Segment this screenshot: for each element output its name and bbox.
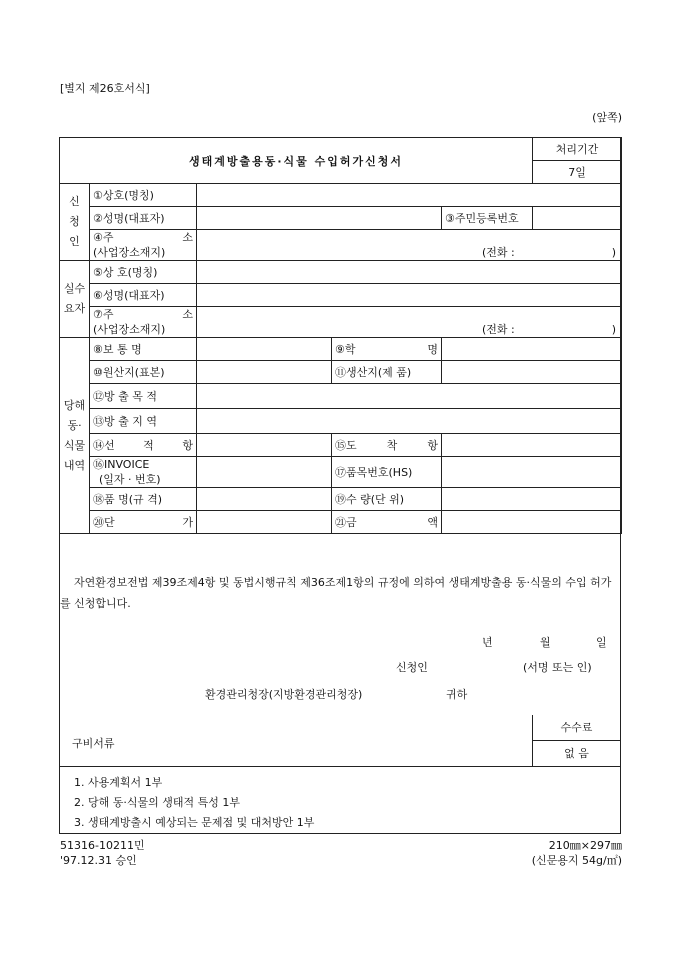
amount-label: ㉑금 액 <box>332 511 442 534</box>
unit-price-field[interactable] <box>197 511 332 534</box>
release-region-label: ⑬방 출 지 역 <box>90 409 197 434</box>
invoice-label: ⑯INVOICE (일자 · 번호) <box>90 457 197 488</box>
arrival-port-field[interactable] <box>442 434 622 457</box>
loading-port-field[interactable] <box>197 434 332 457</box>
required-documents-header <box>60 715 532 767</box>
recipient-phone-label: (전화 : <box>482 323 515 336</box>
fee-label: 수수료 <box>533 715 620 741</box>
applicant-trade-name-field[interactable] <box>197 184 622 207</box>
paper-size: 210㎜×297㎜ <box>548 839 622 852</box>
invoice-field[interactable] <box>197 457 332 488</box>
signature-or-seal-label: (서명 또는 인) <box>523 661 592 674</box>
applicant-sign-label: 신청인 <box>396 661 428 674</box>
recipient-trade-name-field[interactable] <box>197 261 622 284</box>
recipient-address-field[interactable]: (전화 : ) <box>197 307 622 338</box>
form-title: 생태계방출용동·식물 수입허가신청서 <box>60 138 533 184</box>
date-month-label: 월 <box>540 636 551 649</box>
hs-code-field[interactable] <box>442 457 622 488</box>
approval-date: '97.12.31 승인 <box>60 854 137 867</box>
fee-box <box>532 715 620 767</box>
quantity-label: ⑲수 량(단 위) <box>332 488 442 511</box>
release-purpose-label: ⑫방 출 목 적 <box>90 384 197 409</box>
recipient-section-label: 실수 요자 <box>60 261 90 338</box>
loading-port-label: ⑭선 적 항 <box>90 434 197 457</box>
document-item: 1. 사용계획서 1부 <box>74 776 163 789</box>
form-number-label: [별지 제26호서식] <box>60 82 150 95</box>
honorific-label: 귀하 <box>446 688 468 701</box>
production-field[interactable] <box>442 361 622 384</box>
production-label: ⑪생산지(제 품) <box>332 361 442 384</box>
recipient-trade-name-label: ⑤상 호(명칭) <box>90 261 197 284</box>
quantity-field[interactable] <box>442 488 622 511</box>
release-region-field[interactable] <box>197 409 622 434</box>
applicant-address-label: ④주 소 (사업장소재지) <box>90 230 197 261</box>
recipient-representative-label: ⑥성명(대표자) <box>90 284 197 307</box>
item-name-label: ⑱품 명(규 격) <box>90 488 197 511</box>
fee-value: 없 음 <box>564 747 589 760</box>
applicant-registration-label: ③주민등록번호 <box>442 207 533 230</box>
applicant-section-label: 신 청 인 <box>60 184 90 261</box>
application-table <box>59 137 622 534</box>
item-name-field[interactable] <box>197 488 332 511</box>
common-name-field[interactable] <box>197 338 332 361</box>
hs-code-label: ⑰품목번호(HS) <box>332 457 442 488</box>
applicant-phone-label: (전화 : <box>482 246 515 259</box>
recipient-representative-field[interactable] <box>197 284 622 307</box>
required-documents-box <box>59 715 621 834</box>
applicant-representative-field[interactable] <box>197 207 442 230</box>
origin-field[interactable] <box>197 361 332 384</box>
unit-price-label: ⑳단 가 <box>90 511 197 534</box>
front-side-label: (앞쪽) <box>592 111 622 124</box>
footer-left <box>60 838 145 868</box>
required-documents-title: 구비서류 <box>72 737 115 750</box>
scientific-name-field[interactable] <box>442 338 622 361</box>
applicant-trade-name-label: ①상호(명칭) <box>90 184 197 207</box>
document-item: 3. 생태계방출시 예상되는 문제점 및 대처방안 1부 <box>74 816 315 829</box>
form-code: 51316-10211민 <box>60 839 145 852</box>
addressee-label: 환경관리청장(지방환경관리청장) <box>205 688 363 701</box>
scientific-name-label: ⑨학 명 <box>332 338 442 361</box>
applicant-address-field[interactable]: (전화 : ) <box>197 230 622 261</box>
applicant-representative-label: ②성명(대표자) <box>90 207 197 230</box>
applicant-registration-field[interactable] <box>533 207 622 230</box>
amount-field[interactable] <box>442 511 622 534</box>
arrival-port-label: ⑮도 착 항 <box>332 434 442 457</box>
processing-period-value: 7일 <box>533 161 622 184</box>
date-year-label: 년 <box>482 636 493 649</box>
release-purpose-field[interactable] <box>197 384 622 409</box>
footer-right <box>532 838 622 868</box>
certification-statement: 자연환경보전법 제39조제4항 및 동법시행규칙 제36조제1항의 규정에 의하여 생태계방출용 동·식물의 수입 허가를 신청합니다. <box>60 576 612 610</box>
processing-period-label: 처리기간 <box>533 138 622 161</box>
common-name-label: ⑧보 통 명 <box>90 338 197 361</box>
document-item: 2. 당해 동·식물의 생태적 특성 1부 <box>74 796 240 809</box>
recipient-address-label: ⑦주 소 (사업장소재지) <box>90 307 197 338</box>
paper-type: (신문용지 54g/㎡) <box>531 854 622 867</box>
details-section-label: 당해 동· 식물 내역 <box>60 338 90 534</box>
date-day-label: 일 <box>596 636 607 649</box>
origin-label: ⑩원산지(표본) <box>90 361 197 384</box>
